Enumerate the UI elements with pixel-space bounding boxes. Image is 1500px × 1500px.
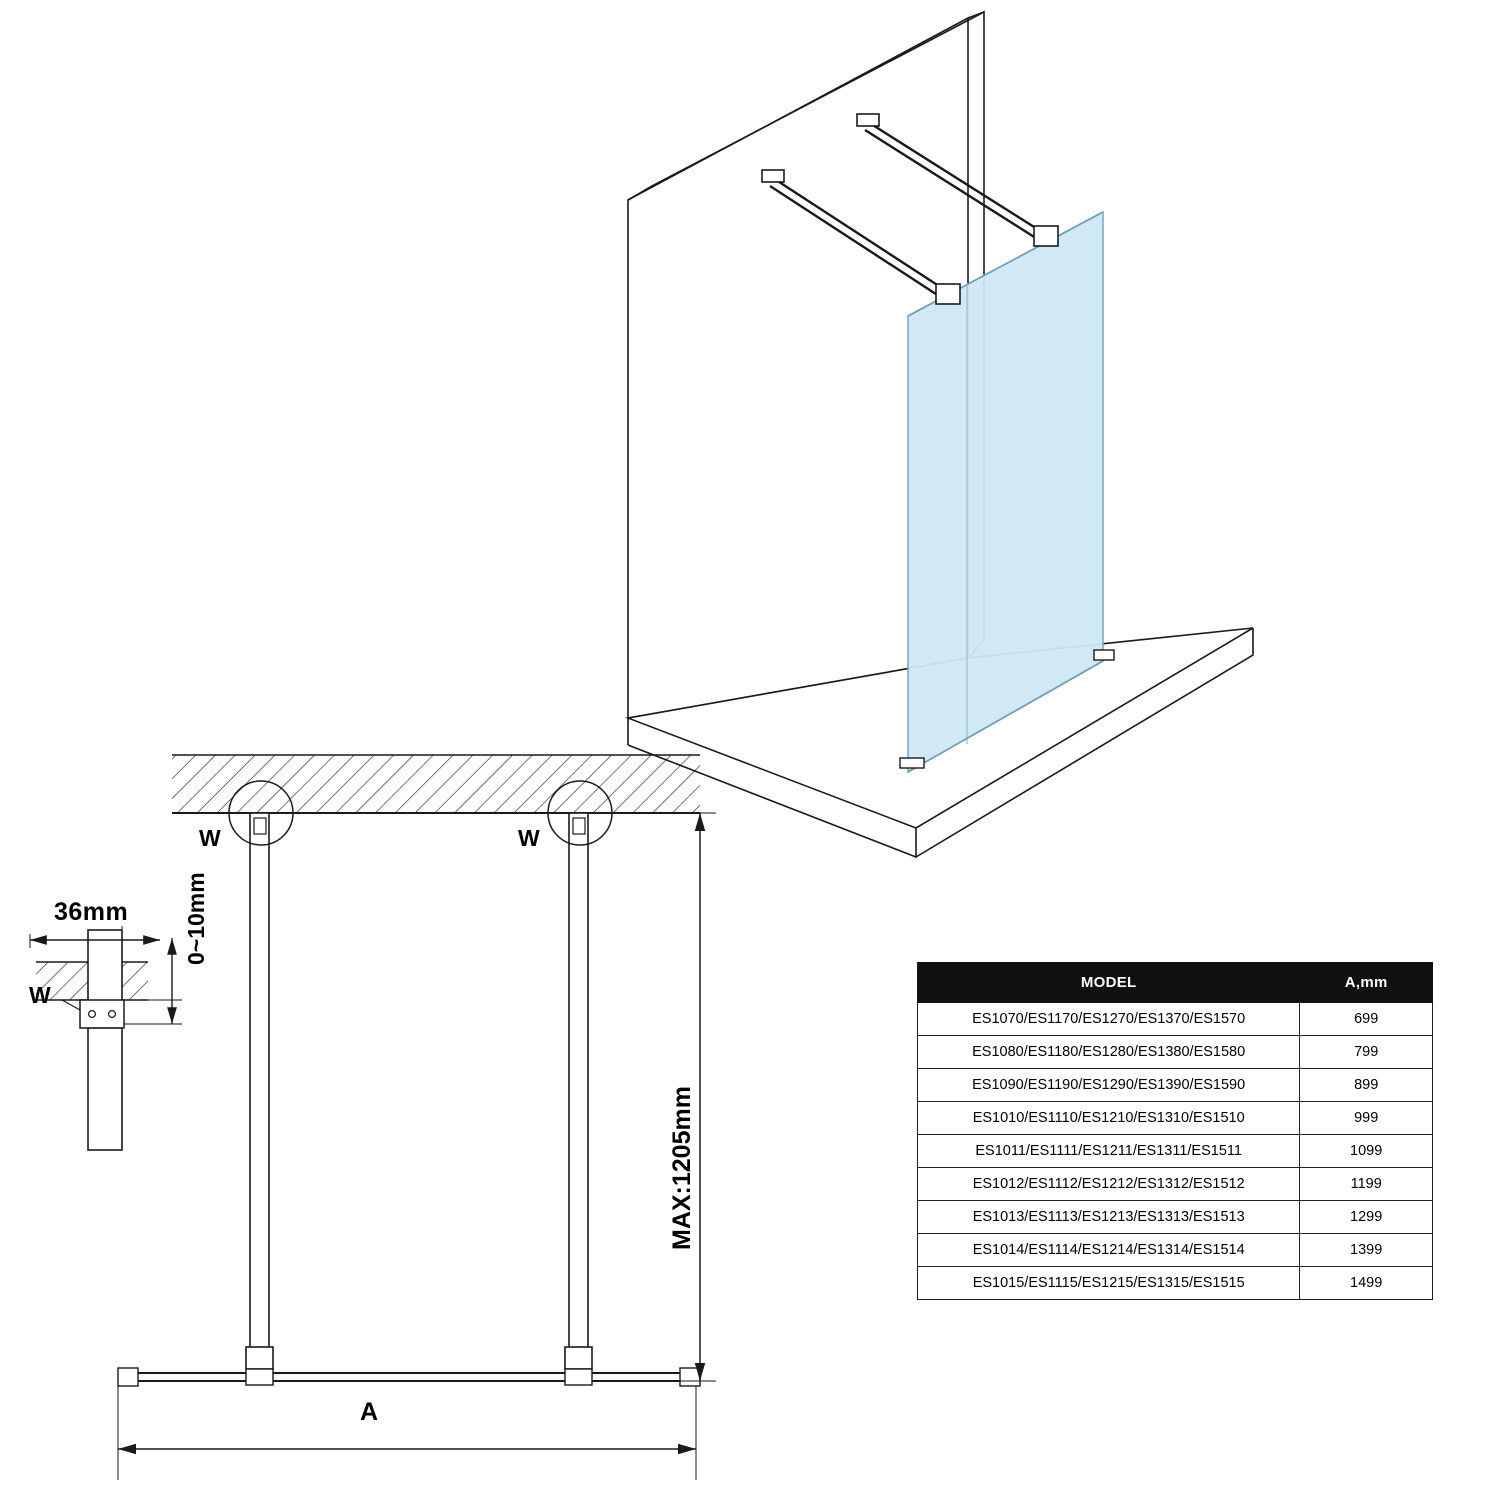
- column-header-model: MODEL: [918, 963, 1300, 1003]
- perspective-view: [628, 12, 1253, 857]
- cell-model: ES1010/ES1110/ES1210/ES1310/ES1510: [918, 1102, 1300, 1135]
- front-elevation: [118, 755, 716, 1480]
- cell-a-mm: 899: [1300, 1069, 1433, 1102]
- table-row: [918, 1069, 1433, 1102]
- wall-bracket-detail: [30, 926, 182, 1150]
- cell-a-mm: 1299: [1300, 1201, 1433, 1234]
- table-row: [918, 1168, 1433, 1201]
- table-row: [918, 1201, 1433, 1234]
- model-dimension-table: [917, 962, 1433, 1300]
- callout-w-detail: W: [29, 982, 51, 1008]
- dimension-label-max-height: MAX:1205mm: [668, 1086, 696, 1250]
- cell-a-mm: 1199: [1300, 1168, 1433, 1201]
- callout-w-top-right: W: [518, 825, 540, 851]
- cell-model: ES1013/ES1113/ES1213/ES1313/ES1513: [918, 1201, 1300, 1234]
- cell-a-mm: 1099: [1300, 1135, 1433, 1168]
- cell-model: ES1014/ES1114/ES1214/ES1314/ES1514: [918, 1234, 1300, 1267]
- cell-a-mm: 999: [1300, 1102, 1433, 1135]
- column-header-a: A,mm: [1300, 963, 1433, 1003]
- table-row: [918, 1135, 1433, 1168]
- table-row: [918, 1102, 1433, 1135]
- cell-model: ES1090/ES1190/ES1290/ES1390/ES1590: [918, 1069, 1300, 1102]
- table-header-row: [918, 963, 1433, 1003]
- cell-a-mm: 1499: [1300, 1267, 1433, 1300]
- cell-model: ES1012/ES1112/ES1212/ES1312/ES1512: [918, 1168, 1300, 1201]
- cell-model: ES1015/ES1115/ES1215/ES1315/ES1515: [918, 1267, 1300, 1300]
- cell-a-mm: 1399: [1300, 1234, 1433, 1267]
- cell-model: ES1080/ES1180/ES1280/ES1380/ES1580: [918, 1036, 1300, 1069]
- table-row: [918, 1003, 1433, 1036]
- dimension-label-gap: 0~10mm: [183, 872, 209, 965]
- cell-a-mm: 799: [1300, 1036, 1433, 1069]
- callout-w-top-left: W: [199, 825, 221, 851]
- dimension-label-36mm: 36mm: [54, 898, 129, 926]
- cell-model: ES1011/ES1111/ES1211/ES1311/ES1511: [918, 1135, 1300, 1168]
- table-row: [918, 1234, 1433, 1267]
- cell-a-mm: 699: [1300, 1003, 1433, 1036]
- table-row: [918, 1036, 1433, 1069]
- cell-model: ES1070/ES1170/ES1270/ES1370/ES1570: [918, 1003, 1300, 1036]
- dimension-label-a: A: [360, 1398, 379, 1426]
- table-row: [918, 1267, 1433, 1300]
